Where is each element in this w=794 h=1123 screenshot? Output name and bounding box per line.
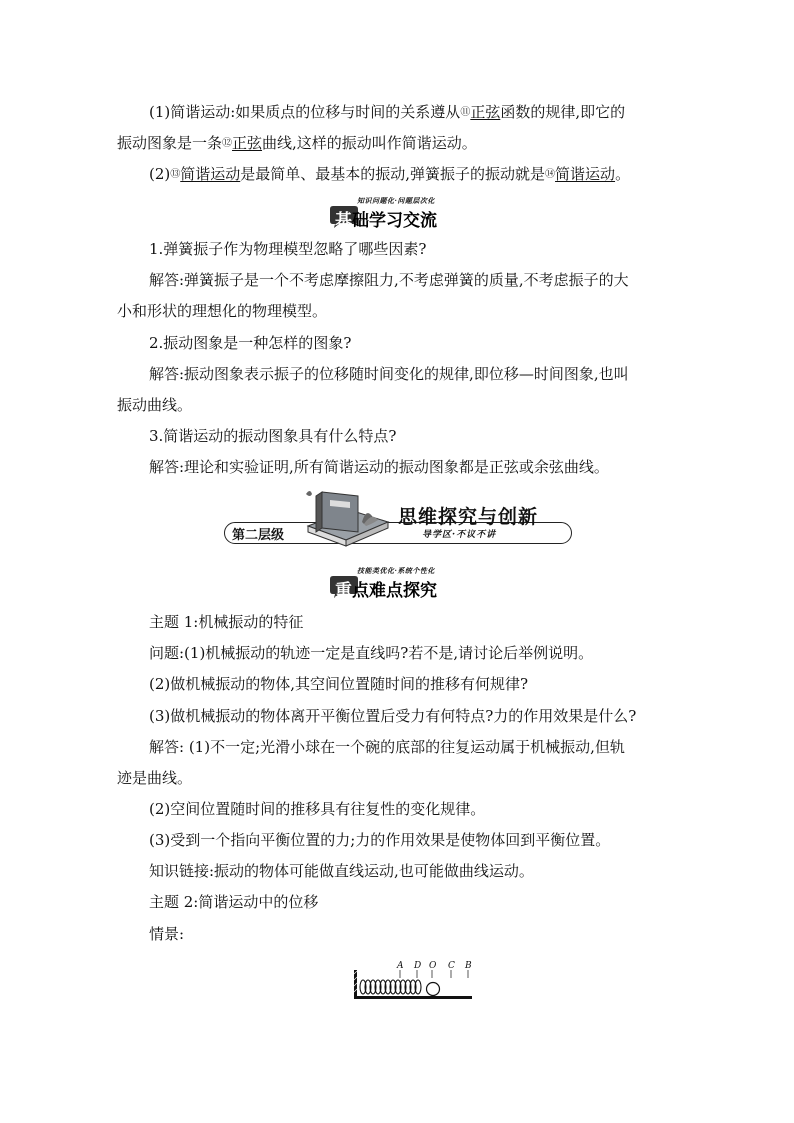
blank-number: ⑬ bbox=[170, 169, 181, 180]
banner-title: 基础学习交流 bbox=[335, 211, 437, 231]
point-label-d: D bbox=[414, 961, 422, 971]
banner-tagline: 知识问题化·问题层次化 bbox=[357, 196, 435, 205]
spring-icon bbox=[360, 980, 421, 994]
section-banner-key bbox=[329, 566, 479, 606]
point-label-a: A bbox=[397, 961, 404, 971]
concept-line-2: 振动图象是一条⑫正弦曲线,这样的振动叫作简谐运动。 bbox=[117, 134, 477, 152]
banner-tagline: 技能类优化·系统个性化 bbox=[357, 566, 435, 575]
answer-3-line-1: 解答:理论和实验证明,所有简谐运动的振动图象都是正弦或余弦曲线。 bbox=[149, 458, 609, 476]
question-2: 2.振动图象是一种怎样的图象? bbox=[149, 334, 352, 352]
level-label: 第二层级 bbox=[232, 528, 285, 543]
blank-number: ⑭ bbox=[545, 169, 556, 180]
concept-line-3: (2)⑬简谐运动是最简单、最基本的振动,弹簧振子的振动就是⑭简谐运动。 bbox=[149, 165, 631, 183]
banner-title: 重点难点探究 bbox=[335, 581, 437, 601]
book-icon bbox=[302, 486, 394, 552]
scenario-label: 情景: bbox=[149, 925, 185, 943]
question-1: 1.弹簧振子作为物理模型忽略了哪些因素? bbox=[149, 240, 427, 258]
topic-1-question-3: (3)做机械振动的物体离开平衡位置后受力有何特点?力的作用效果是什么? bbox=[149, 707, 637, 725]
question-3: 3.简谐运动的振动图象具有什么特点? bbox=[149, 427, 397, 445]
blank-number: ⑫ bbox=[222, 138, 233, 149]
topic-1-answer-3: (3)受到一个指向平衡位置的力;力的作用效果是使物体回到平衡位置。 bbox=[149, 831, 611, 849]
point-label-c: C bbox=[448, 961, 455, 971]
point-label-b: B bbox=[465, 961, 472, 971]
spring-oscillator-figure bbox=[352, 956, 474, 1002]
topic-1-answer-1-line-2: 迹是曲线。 bbox=[117, 769, 193, 787]
knowledge-link: 知识链接:振动的物体可能做直线运动,也可能做曲线运动。 bbox=[149, 862, 534, 880]
topic-2-title: 主题 2:简谐运动中的位移 bbox=[149, 893, 319, 911]
section-banner-basic bbox=[329, 196, 479, 236]
answer-1-line-2: 小和形状的理想化的物理模型。 bbox=[117, 302, 328, 320]
answer-1-line-1: 解答:弹簧振子是一个不考虑摩擦阻力,不考虑弹簧的质量,不考虑振子的大 bbox=[149, 271, 629, 289]
point-label-o: O bbox=[429, 961, 437, 971]
blank-answer: 正弦 bbox=[470, 103, 501, 121]
answer-2-line-1: 解答:振动图象表示振子的位移随时间变化的规律,即位移—时间图象,也叫 bbox=[149, 365, 629, 383]
topic-1-answer-2: (2)空间位置随时间的推移具有往复性的变化规律。 bbox=[149, 800, 486, 818]
level-title: 思维探究与创新 bbox=[398, 506, 539, 528]
wall-icon bbox=[354, 970, 357, 998]
answer-2-line-2: 振动曲线。 bbox=[117, 396, 193, 414]
blank-answer: 简谐运动 bbox=[180, 165, 241, 183]
topic-1-question-1: 问题:(1)机械振动的轨迹一定是直线吗?若不是,请讨论后举例说明。 bbox=[149, 644, 594, 662]
ball-icon bbox=[427, 983, 440, 996]
level-banner bbox=[224, 486, 574, 554]
floor bbox=[354, 996, 472, 999]
topic-1-question-2: (2)做机械振动的物体,其空间位置随时间的推移有何规律? bbox=[149, 675, 529, 693]
topic-1-title: 主题 1:机械振动的特征 bbox=[149, 613, 304, 631]
topic-1-answer-1-line-1: 解答: (1)不一定;光滑小球在一个碗的底部的往复运动属于机械振动,但轨 bbox=[149, 738, 625, 756]
blank-answer: 正弦 bbox=[232, 134, 263, 152]
concept-line-1: (1)简谐运动:如果质点的位移与时间的关系遵从⑪正弦函数的规律,即它的 bbox=[149, 103, 626, 121]
level-subtitle: 导学区·不议不讲 bbox=[422, 530, 497, 540]
blank-answer: 简谐运动 bbox=[555, 165, 616, 183]
blank-number: ⑪ bbox=[460, 107, 471, 118]
